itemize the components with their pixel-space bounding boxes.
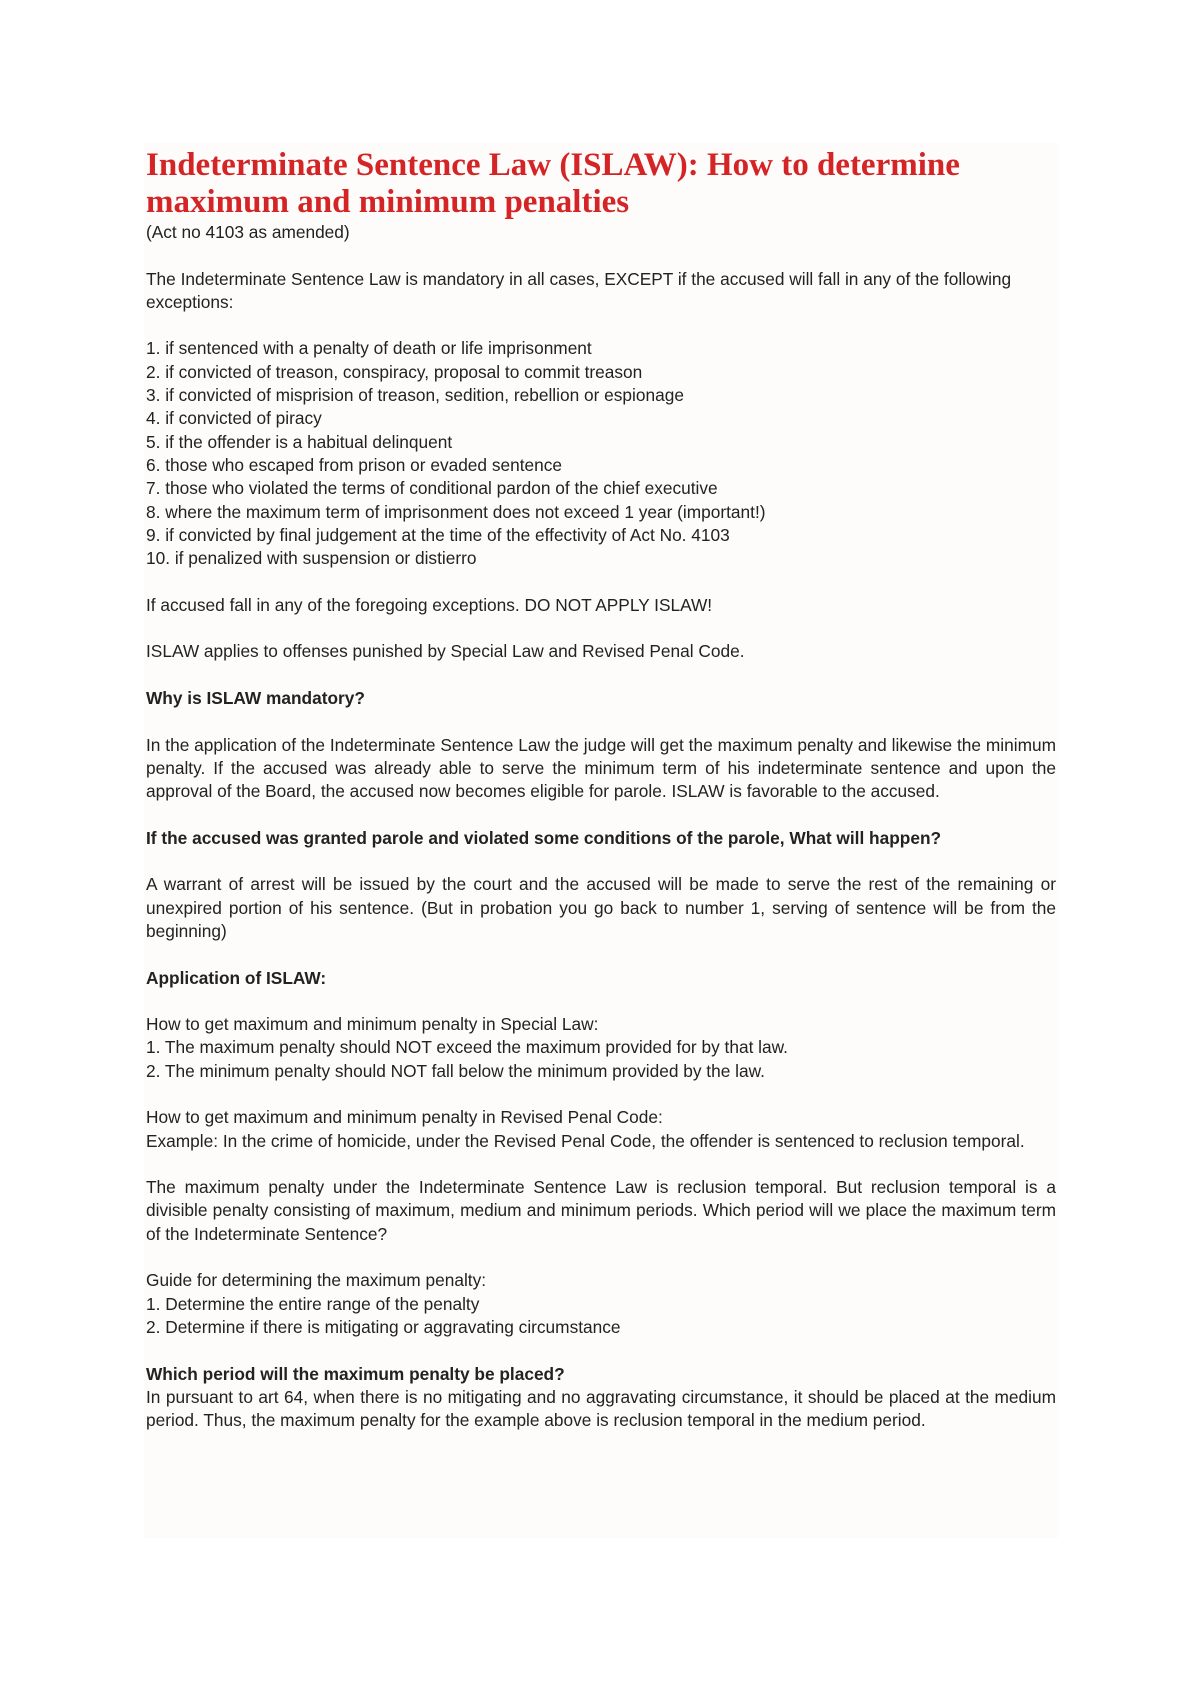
why-heading: Why is ISLAW mandatory? — [146, 687, 365, 708]
list-item: 5. if the offender is a habitual delinquent — [146, 431, 453, 452]
parole-heading: If the accused was granted parole and violated some conditions of the parole, What will happen? — [146, 827, 942, 848]
intro-paragraph: The Indeterminate Sentence Law is mandatory in all cases, EXCEPT if the accused will fall in any of the following exceptions: — [146, 268, 1012, 312]
guide-section — [146, 1269, 1056, 1339]
list-item: 9. if convicted by final judgement at the time of the effectivity of Act No. 4103 — [146, 524, 730, 545]
list-item: 10. if penalized with suspension or distierro — [146, 548, 477, 569]
exceptions-list — [146, 337, 1056, 570]
list-item: 1. The maximum penalty should NOT exceed the maximum provided for by that law. — [146, 1037, 788, 1058]
period-paragraph: In pursuant to art 64, when there is no mitigating and no aggravating circumstance, it should be placed at the medium period. Thus, the maximum penalty for the example above is reclusion temporal in the medium period. — [146, 1386, 1056, 1431]
list-item: 1. Determine the entire range of the penalty — [146, 1293, 480, 1314]
special-law-section — [146, 1013, 1056, 1083]
list-item: 2. if convicted of treason, conspiracy, proposal to commit treason — [146, 361, 643, 382]
list-item: 2. Determine if there is mitigating or aggravating circumstance — [146, 1316, 621, 1337]
guide-intro: Guide for determining the maximum penalty: — [146, 1270, 487, 1291]
period-heading: Which period will the maximum penalty be placed? — [146, 1363, 565, 1384]
page-title: Indeterminate Sentence Law (ISLAW): How to determine maximum and minimum penalties — [146, 147, 960, 220]
warning-paragraph: If accused fall in any of the foregoing exceptions. DO NOT APPLY ISLAW! — [146, 594, 713, 615]
list-item: 4. if convicted of piracy — [146, 408, 322, 429]
why-paragraph: In the application of the Indeterminate Sentence Law the judge will get the maximum penalty and likewise the minimum penalty. If the accused was already able to serve the minimum term of his indeterminate sentence and upon the approval of the Board, the accused now becomes eligible for parole. ISLAW is favorable to the accused. — [146, 734, 1056, 802]
document-body — [144, 143, 1058, 1538]
rpc-intro: How to get maximum and minimum penalty in Revised Penal Code: — [146, 1107, 663, 1128]
rpc-section — [146, 1106, 1056, 1153]
list-item: 1. if sentenced with a penalty of death or life imprisonment — [146, 338, 592, 359]
list-item: 2. The minimum penalty should NOT fall below the minimum provided by the law. — [146, 1060, 765, 1081]
list-item: 8. where the maximum term of imprisonment does not exceed 1 year (important!) — [146, 501, 766, 522]
special-law-intro: How to get maximum and minimum penalty in Special Law: — [146, 1014, 599, 1035]
list-item: 7. those who violated the terms of conditional pardon of the chief executive — [146, 478, 718, 499]
applies-paragraph: ISLAW applies to offenses punished by Special Law and Revised Penal Code. — [146, 641, 745, 662]
list-item: 6. those who escaped from prison or evaded sentence — [146, 454, 562, 475]
max-penalty-paragraph: The maximum penalty under the Indeterminate Sentence Law is reclusion temporal. But reclusion temporal is a divisible penalty consisting of maximum, medium and minimum periods. Which period will we place the maximum term of the Indeterminate Sentence? — [146, 1177, 1056, 1244]
parole-paragraph: A warrant of arrest will be issued by the court and the accused will be made to serve the rest of the remaining or unexpired portion of his sentence. (But in probation you go back to number 1, serving of sentence will be from the beginning) — [146, 874, 1056, 941]
list-item: 3. if convicted of misprision of treason, sedition, rebellion or espionage — [146, 385, 684, 406]
act-subtitle: (Act no 4103 as amended) — [146, 222, 350, 242]
rpc-example: Example: In the crime of homicide, under the Revised Penal Code, the offender is sentenced to reclusion temporal. — [146, 1130, 1025, 1151]
application-heading: Application of ISLAW: — [146, 967, 327, 988]
